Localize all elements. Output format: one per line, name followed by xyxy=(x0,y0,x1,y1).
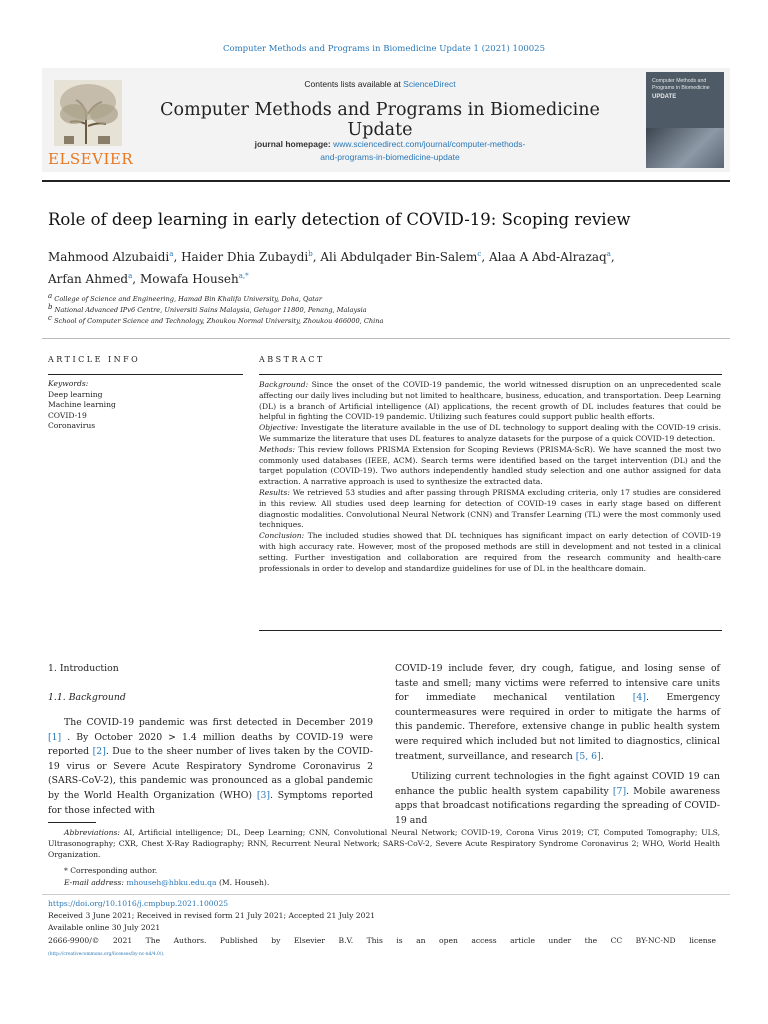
intro-paragraph-right xyxy=(395,662,720,829)
keyword: Deep learning xyxy=(48,389,103,399)
abstract-background xyxy=(259,380,721,423)
journal-homepage xyxy=(190,138,590,164)
email-label: E-mail address: xyxy=(64,878,127,887)
cover-art xyxy=(646,128,724,168)
publisher-name: ELSEVIER xyxy=(48,150,134,168)
author-name[interactable]: Mowafa Househ xyxy=(139,272,239,286)
paragraph xyxy=(395,770,720,828)
author-name[interactable]: Haider Dhia Zubaydi xyxy=(181,250,309,264)
intro-paragraph-left xyxy=(48,716,373,818)
license-line: 2666-9900/© 2021 The Authors. Published by Elsevier B.V. This is an open access article under the CC BY-NC-ND license xyxy=(48,936,716,945)
abstract-label: Background: xyxy=(259,380,309,389)
abstract-results xyxy=(259,488,721,531)
abbreviations-text: AI, Artificial intelligence; DL, Deep Learning; CNN, Convolutional Neural Network; COVID-19, Corona Virus 2019; CT, Computed Tomography; ULS, Ultrasonography; CXR, Chest X-Ray Radiography; RNN, Recurrent Neural Network; SARS-CoV-2, Severe Acute Respiratory Syndrome Coronavirus 2; WHO, World Health Organization. xyxy=(48,828,720,859)
citation-link[interactable]: [7] xyxy=(612,785,627,797)
abstract-heading: ABSTRACT xyxy=(259,355,325,364)
affiliation-b xyxy=(48,303,367,314)
abstract-label: Results: xyxy=(259,487,290,497)
author-name[interactable]: Arfan Ahmed xyxy=(48,272,129,286)
body-text: COVID-19 include fever, dry cough, fatigue, and losing sense of taste and smell; many victims were referred to intensive care units for immediate mechanical ventilation xyxy=(395,663,720,704)
journal-title: Computer Methods and Programs in Biomedicine Update xyxy=(160,100,600,140)
abstract-text: Since the onset of the COVID-19 pandemic, the world witnessed disruption on an unprecedented scale affecting our daily lives including but not limited to healthcare, business, education, and transportation. Deep Learning (DL) is a branch of Artificial intelligence (AI) applications, the recent growth of DL includes features that could be helpful in fighting the COVID-19 pandemic. Utilizing such features could support public health efforts. xyxy=(259,380,721,422)
affiliation-text: School of Computer Science and Technology, Zhoukou Normal University, Zhoukou 466000, China xyxy=(54,317,384,326)
affiliation-a xyxy=(48,292,322,303)
abstract-bottom-rule xyxy=(259,630,722,631)
abstract-rule xyxy=(259,374,722,375)
citation-link[interactable]: [4] xyxy=(632,692,646,704)
affiliation-marker[interactable]: a xyxy=(606,250,611,258)
affiliation-marker[interactable]: a,* xyxy=(238,272,249,280)
citation-link[interactable]: [1] xyxy=(48,731,62,743)
email-suffix: (M. Househ). xyxy=(216,878,270,887)
author-line-1: Mahmood Alzubaidi$^a$, Haider Dhia Zubaydi$^b$, Ali Abdulqader Bin-Salem$^c$, Alaa A Abd-Alrazaq$^a$, xyxy=(48,250,615,264)
author-line-2: Arfan Ahmed$^a$, Mowafa Househ$^{a,*}$ xyxy=(48,272,249,286)
citation-link[interactable]: [3] xyxy=(256,789,270,801)
affiliation-sup: a xyxy=(48,292,53,300)
article-info-heading: ARTICLE INFO xyxy=(48,355,141,364)
author-name[interactable]: Alaa A Abd-Alrazaq xyxy=(488,250,607,264)
citation-link[interactable]: [5, 6] xyxy=(575,750,601,762)
homepage-label: journal homepage: xyxy=(254,139,334,149)
doi-link[interactable]: https://doi.org/10.1016/j.cmpbup.2021.100025 xyxy=(48,899,229,908)
available-online: Available online 30 July 2021 xyxy=(48,923,161,932)
email-link[interactable]: mhouseh@hbku.edu.qa xyxy=(126,878,217,887)
affiliation-sup: c xyxy=(48,314,52,322)
abstract-text: Investigate the literature available in the use of DL technology to support dealing with the COVID-19 crisis. We summarize the literature that uses DL features to analyze datasets for the purpose of a quick COVID-19 detection. xyxy=(259,423,721,443)
keywords-label: Keywords: xyxy=(48,379,89,388)
article-info-rule xyxy=(48,374,243,375)
article-title: Role of deep learning in early detection of COVID-19: Scoping review xyxy=(48,210,631,229)
abbreviations-label: Abbreviations: xyxy=(64,828,120,837)
author-list xyxy=(48,245,728,289)
contents-prefix: Contents lists available at xyxy=(304,79,404,89)
journal-citation-line[interactable]: Computer Methods and Programs in Biomedicine Update 1 (2021) 100025 xyxy=(222,44,546,54)
abstract-text: The included studies showed that DL techniques has significant impact on early detection of COVID-19 with high accuracy rate. However, most of the proposed methods are still in development and not tested in a clinical setting. Further investigation and collaboration are required from the research community and health-care professionals in order to develop and standardize guidelines for use of DL in the healthcare domain. xyxy=(259,531,721,573)
keyword: Coronavirus xyxy=(48,421,96,430)
homepage-link[interactable]: www.sciencedirect.com/journal/computer-methods- xyxy=(333,139,526,149)
abstract-body xyxy=(259,380,721,574)
body-text: . Symptoms reported for those infected with xyxy=(48,789,373,816)
citation-link[interactable]: [2] xyxy=(92,746,106,758)
body-text: . xyxy=(600,750,604,762)
abstract-methods xyxy=(259,445,721,488)
keyword: COVID-19 xyxy=(48,410,87,420)
paragraph xyxy=(48,716,373,818)
body-text: . Mobile awareness apps that broadcast notifications regarding the spreading of COVID-19 and xyxy=(395,785,721,826)
affiliation-marker[interactable]: c xyxy=(477,250,482,258)
abstract-text: We retrieved 53 studies and after passing through PRISMA excluding criteria, only 17 studies are considered in this review. All studies used deep learning for detection of COVID-19 cases in early stage based on different diagnostic modalities. Convolutional Neural Network (CNN) and Transfer Learning (TL) were the most commonly used techniques. xyxy=(259,487,721,530)
body-text: . By October 2020 > 1.4 million deaths by COVID-19 were reported xyxy=(48,731,373,758)
received-dates: Received 3 June 2021; Received in revised form 21 July 2021; Accepted 21 July 2021 xyxy=(48,911,376,920)
abbreviations-footnote xyxy=(48,828,720,860)
section-heading: 1. Introduction xyxy=(48,663,119,674)
keyword: Machine learning xyxy=(48,400,116,409)
cover-line-1: Computer Methods and xyxy=(652,78,707,84)
affiliation-c xyxy=(48,314,383,325)
affiliation-marker[interactable]: b xyxy=(308,250,313,258)
abstract-label: Objective: xyxy=(259,423,299,433)
paragraph xyxy=(395,662,720,764)
affiliation-text: College of Science and Engineering, Hamad Bin Khalifa University, Doha, Qatar xyxy=(54,295,323,304)
email-note xyxy=(64,878,269,889)
abstract-conclusion xyxy=(259,531,721,574)
cover-line-2: Programs in Biomedicine xyxy=(652,85,710,91)
abstract-text: This review follows PRISMA Extension for Scoping Reviews (PRISMA-ScR). We have scanned the most two commonly used databases (IEEE, ACM). Search terms were identified based on the target intervention (DL) and the target population (COVID-19). Two authors independently handled study selection and one author assigned for data extraction. A narrative approach is used to synthesize the extracted data. xyxy=(259,444,721,487)
affiliation-marker[interactable]: a xyxy=(169,250,174,258)
abstract-label: Methods: xyxy=(259,444,296,454)
body-text: Utilizing current technologies in the fight against COVID 19 can enhance the public health system capability xyxy=(395,771,720,797)
keywords-block xyxy=(48,379,116,432)
corresponding-author-note: * Corresponding author. xyxy=(64,866,158,875)
footnote-rule xyxy=(48,822,96,823)
abstract-label: Conclusion: xyxy=(259,531,305,541)
journal-cover-thumbnail[interactable] xyxy=(646,72,724,168)
author-name[interactable]: Ali Abdulqader Bin-Salem xyxy=(320,250,478,264)
homepage-link-cont[interactable]: and-programs-in-biomedicine-update xyxy=(320,152,460,162)
author-name[interactable]: Mahmood Alzubaidi xyxy=(48,250,170,264)
affiliation-sup: b xyxy=(48,303,53,311)
subsection-heading: 1.1. Background xyxy=(48,692,126,703)
contents-line xyxy=(140,79,620,89)
sciencedirect-link[interactable]: ScienceDirect xyxy=(403,79,456,89)
body-text: . Emergency countermeasures were required in order to mitigate the harms of this pandemic. Therefore, extensive change in public health system were required which included but not limited to diagnostics, clinical treatment, surveillance, and research xyxy=(395,692,720,762)
footer-rule xyxy=(42,894,730,895)
affiliation-text: National Advanced IPv6 Centre, Universiti Sains Malaysia, Gelugor 11800, Penang, Malaysia xyxy=(54,306,367,315)
abstract-objective xyxy=(259,423,721,445)
divider xyxy=(42,338,730,339)
affiliation-marker[interactable]: a xyxy=(128,272,133,280)
license-link[interactable]: (http://creativecommons.org/licenses/by-nc-nd/4.0/). xyxy=(48,952,165,957)
body-text: . Due to the sheer number of lives taken by the COVID-19 virus or Severe Acute Respiratory Syndrome Coronavirus 2 (SARS-CoV-2), this pandemic was pronounced as a global pandemic by the World Health Organization (WHO) xyxy=(48,746,373,801)
body-text: The COVID-19 pandemic was first detected in December 2019 xyxy=(64,717,373,728)
cover-line-3: UPDATE xyxy=(652,94,677,100)
header-rule xyxy=(42,180,730,182)
